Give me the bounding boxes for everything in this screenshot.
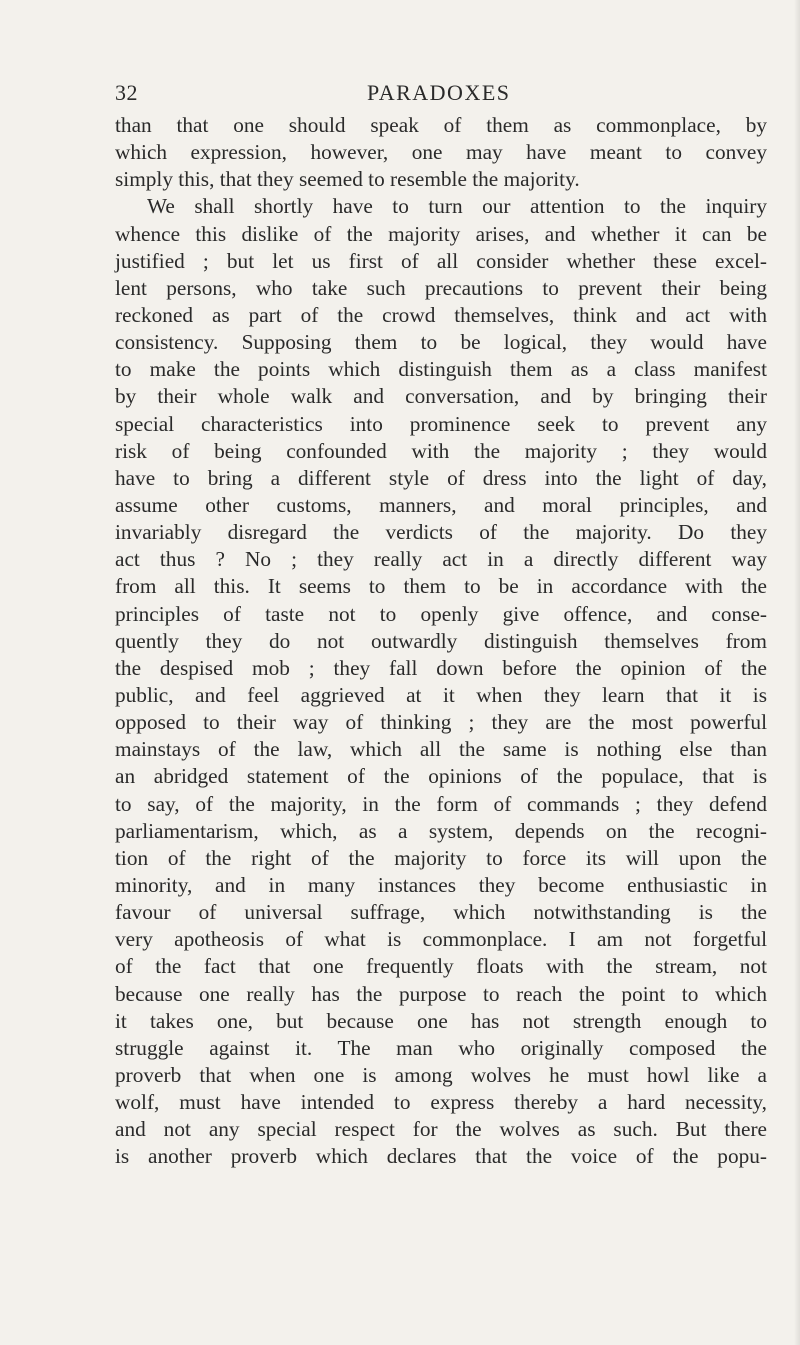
text-line: wolf, must have intended to express thereby a hard necessity,	[115, 1090, 767, 1115]
text-line: principles of taste not to openly give offence, and conse-	[115, 601, 767, 626]
text-line: simply this, that they seemed to resemble the majority.	[115, 167, 580, 192]
body-text	[115, 112, 767, 1170]
text-line: tion of the right of the majority to force its will upon the	[115, 845, 767, 870]
text-line: special characteristics into prominence seek to prevent any	[115, 411, 767, 436]
text-line: struggle against it. The man who originally composed the	[115, 1035, 767, 1060]
text-line: risk of being confounded with the majority ; they would	[115, 438, 767, 463]
text-line: have to bring a different style of dress into the light of day,	[115, 465, 767, 490]
text-line: by their whole walk and conversation, and by bringing their	[115, 384, 767, 409]
text-line: proverb that when one is among wolves he must howl like a	[115, 1062, 767, 1087]
text-line: minority, and in many instances they become enthusiastic in	[115, 872, 767, 897]
text-line: an abridged statement of the opinions of the populace, that is	[115, 764, 767, 789]
text-line: reckoned as part of the crowd themselves, think and act with	[115, 302, 767, 327]
page-number: 32	[115, 80, 138, 105]
text-line: mainstays of the law, which all the same is nothing else than	[115, 737, 767, 762]
text-line: from all this. It seems to them to be in accordance with the	[115, 574, 767, 599]
running-title: PARADOXES	[367, 80, 511, 105]
text-line: than that one should speak of them as commonplace, by	[115, 113, 767, 137]
text-line: and not any special respect for the wolves as such. But there	[115, 1117, 767, 1142]
text-line: very apotheosis of what is commonplace. I am not forgetful	[115, 927, 767, 952]
text-line: to say, of the majority, in the form of commands ; they defend	[115, 791, 767, 816]
text-line: the despised mob ; they fall down before the opinion of the	[115, 655, 767, 680]
text-line: lent persons, who take such precautions to prevent their being	[115, 275, 767, 300]
text-line: parliamentarism, which, as a system, depends on the recogni-	[115, 818, 767, 843]
text-line: of the fact that one frequently floats with the stream, not	[115, 954, 767, 979]
text-line: We shall shortly have to turn our attention to the inquiry	[147, 194, 767, 219]
text-line: justified ; but let us first of all consider whether these excel-	[115, 248, 767, 273]
text-line: because one really has the purpose to reach the point to which	[115, 981, 767, 1006]
text-line: favour of universal suffrage, which notwithstanding is the	[115, 900, 767, 925]
text-line: whence this dislike of the majority arises, and whether it can be	[115, 221, 767, 246]
text-line: act thus ? No ; they really act in a directly different way	[115, 547, 767, 572]
text-line: assume other customs, manners, and moral principles, and	[115, 492, 767, 517]
text-line: is another proverb which declares that the voice of the popu-	[115, 1144, 767, 1169]
text-line: public, and feel aggrieved at it when they learn that it is	[115, 682, 767, 707]
text-line: consistency. Supposing them to be logical, they would have	[115, 330, 767, 355]
page-header	[115, 80, 765, 110]
page-edge-shadow	[794, 0, 800, 1345]
text-line: it takes one, but because one has not strength enough to	[115, 1008, 767, 1033]
text-line: opposed to their way of thinking ; they are the most powerful	[115, 710, 767, 735]
text-line: invariably disregard the verdicts of the majority. Do they	[115, 520, 767, 545]
text-line: which expression, however, one may have meant to convey	[115, 140, 767, 165]
text-line: quently they do not outwardly distinguish themselves from	[115, 628, 767, 653]
text-line: to make the points which distinguish them as a class manifest	[115, 357, 767, 382]
